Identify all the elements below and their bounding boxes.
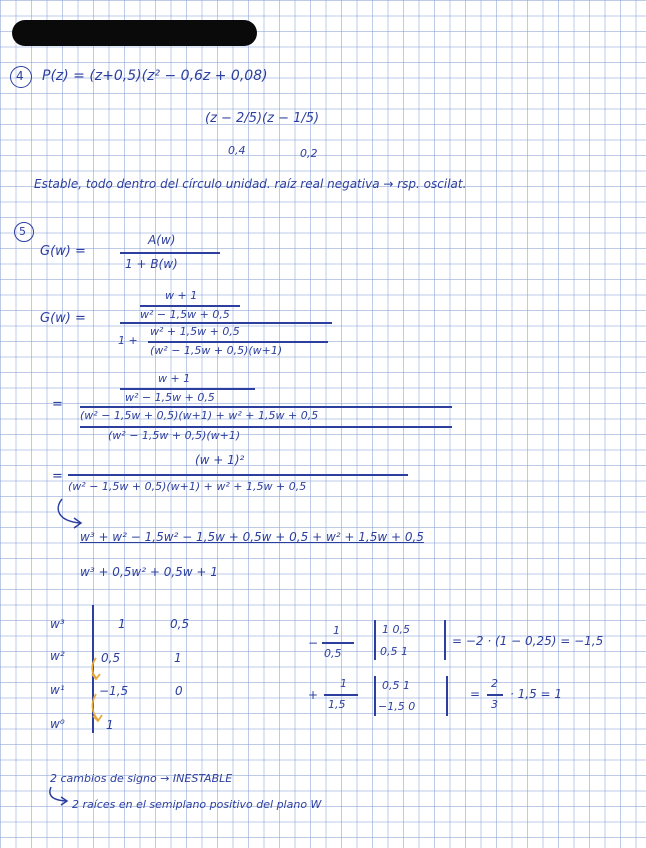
calc2-res-bar <box>487 694 503 696</box>
g3-top-a: w + 1 <box>158 372 191 385</box>
calc1-frac-bar <box>322 642 354 644</box>
g2-denominator-top: w² + 1,5w + 0,5 <box>150 325 240 338</box>
calc2-frac-num: 1 <box>340 677 347 690</box>
calc1-sign: − <box>308 636 319 650</box>
routh-c1-r3: −1,5 <box>99 684 129 698</box>
routh-label-w2: w² <box>50 649 65 663</box>
g2-one-plus: 1 + <box>118 334 138 347</box>
problem-4-polynomial: P(z) = (z+0,5)(z² − 0,6z + 0,08) <box>42 68 268 84</box>
roots-arrow-icon <box>46 786 70 808</box>
roots-note: 2 raíces en el semiplano positivo del plano W <box>72 798 322 811</box>
expand-arrow-icon <box>52 497 86 531</box>
g3-equals: = <box>52 397 63 412</box>
calc2-frac-den: 1,5 <box>328 698 346 711</box>
calc1-frac-den: 0,5 <box>324 647 342 660</box>
routh-label-w0: w⁰ <box>50 717 65 731</box>
calc2-frac-bar <box>324 694 358 696</box>
problem-4-root-2: 0,2 <box>300 147 318 160</box>
routh-label-w3: w³ <box>50 617 65 631</box>
calc2-equals: = <box>470 687 481 701</box>
routh-c1-r1: 1 <box>118 617 126 631</box>
calc1-det-right <box>444 620 446 660</box>
g3-bottom-bar <box>80 426 452 428</box>
calc1-result: = −2 · (1 − 0,25) = −1,5 <box>452 634 604 648</box>
g2-denominator-bottom: (w² − 1,5w + 0,5)(w+1) <box>150 344 283 357</box>
g4-equals: = <box>52 469 63 484</box>
g3-top-bar <box>120 388 255 390</box>
g1-lhs: G(w) = <box>40 244 86 259</box>
g3-top-b: w² − 1,5w + 0,5 <box>125 391 215 404</box>
g3-middle: (w² − 1,5w + 0,5)(w+1) + w² + 1,5w + 0,5 <box>80 409 319 422</box>
g2-main-bar <box>120 322 332 324</box>
calc1-det-row2: 0,5 1 <box>380 645 408 658</box>
g4-numerator: (w + 1)² <box>195 453 245 467</box>
routh-c2-r3: 0 <box>175 684 183 698</box>
calc2-det-row1: 0,5 1 <box>382 679 410 692</box>
g2-lhs: G(w) = <box>40 311 86 326</box>
routh-c1-r2: 0,5 <box>101 651 121 665</box>
calc2-sign: + <box>308 688 319 702</box>
g1-numerator: A(w) <box>148 233 176 247</box>
g1-fraction-bar <box>120 252 220 254</box>
routh-c2-r2: 1 <box>174 651 182 665</box>
g4-fraction-bar <box>68 474 408 476</box>
calc2-result: · 1,5 = 1 <box>510 687 563 701</box>
g1-denominator: 1 + B(w) <box>125 257 178 271</box>
expanded-denominator: w³ + w² − 1,5w² − 1,5w + 0,5w + 0,5 + w² + 1,5w + 0,5 <box>80 530 424 544</box>
g3-main-bar <box>80 406 452 408</box>
problem-4-factored: (z − 2/5)(z − 1/5) <box>205 111 320 126</box>
redacted-name <box>12 20 257 46</box>
calc1-det-row1: 1 0,5 <box>382 623 410 636</box>
routh-label-w1: w¹ <box>50 683 65 697</box>
problem-4-conclusion: Estable, todo dentro del círculo unidad. raíz real negativa → rsp. oscilat. <box>34 177 467 191</box>
problem-4-root-1: 0,4 <box>228 144 246 157</box>
g2-numerator-top: w + 1 <box>165 289 198 302</box>
calc2-det-right <box>446 676 448 716</box>
problem-5-number: 5 <box>19 225 26 238</box>
routh-c2-r1: 0,5 <box>170 617 190 631</box>
calc2-det-row2: −1,5 0 <box>378 700 416 713</box>
g2-numerator-bottom: w² − 1,5w + 0,5 <box>140 308 230 321</box>
calc1-det-left <box>374 620 376 660</box>
sign-change-arrows-icon <box>88 656 108 726</box>
g2-inner-bar-top <box>140 305 240 307</box>
sign-changes-note: 2 cambios de signo → INESTABLE <box>50 772 233 785</box>
simplified-polynomial: w³ + 0,5w² + 0,5w + 1 <box>80 565 218 579</box>
calc2-res-num: 2 <box>491 677 498 690</box>
g3-bottom: (w² − 1,5w + 0,5)(w+1) <box>108 429 241 442</box>
calc1-frac-num: 1 <box>333 624 340 637</box>
calc2-det-left <box>374 676 376 716</box>
g4-denominator: (w² − 1,5w + 0,5)(w+1) + w² + 1,5w + 0,5 <box>68 480 307 493</box>
g2-inner-bar-bottom <box>148 341 328 343</box>
routh-c1-r4: 1 <box>106 718 114 732</box>
calc2-res-den: 3 <box>491 698 498 711</box>
problem-4-number: 4 <box>16 69 24 83</box>
